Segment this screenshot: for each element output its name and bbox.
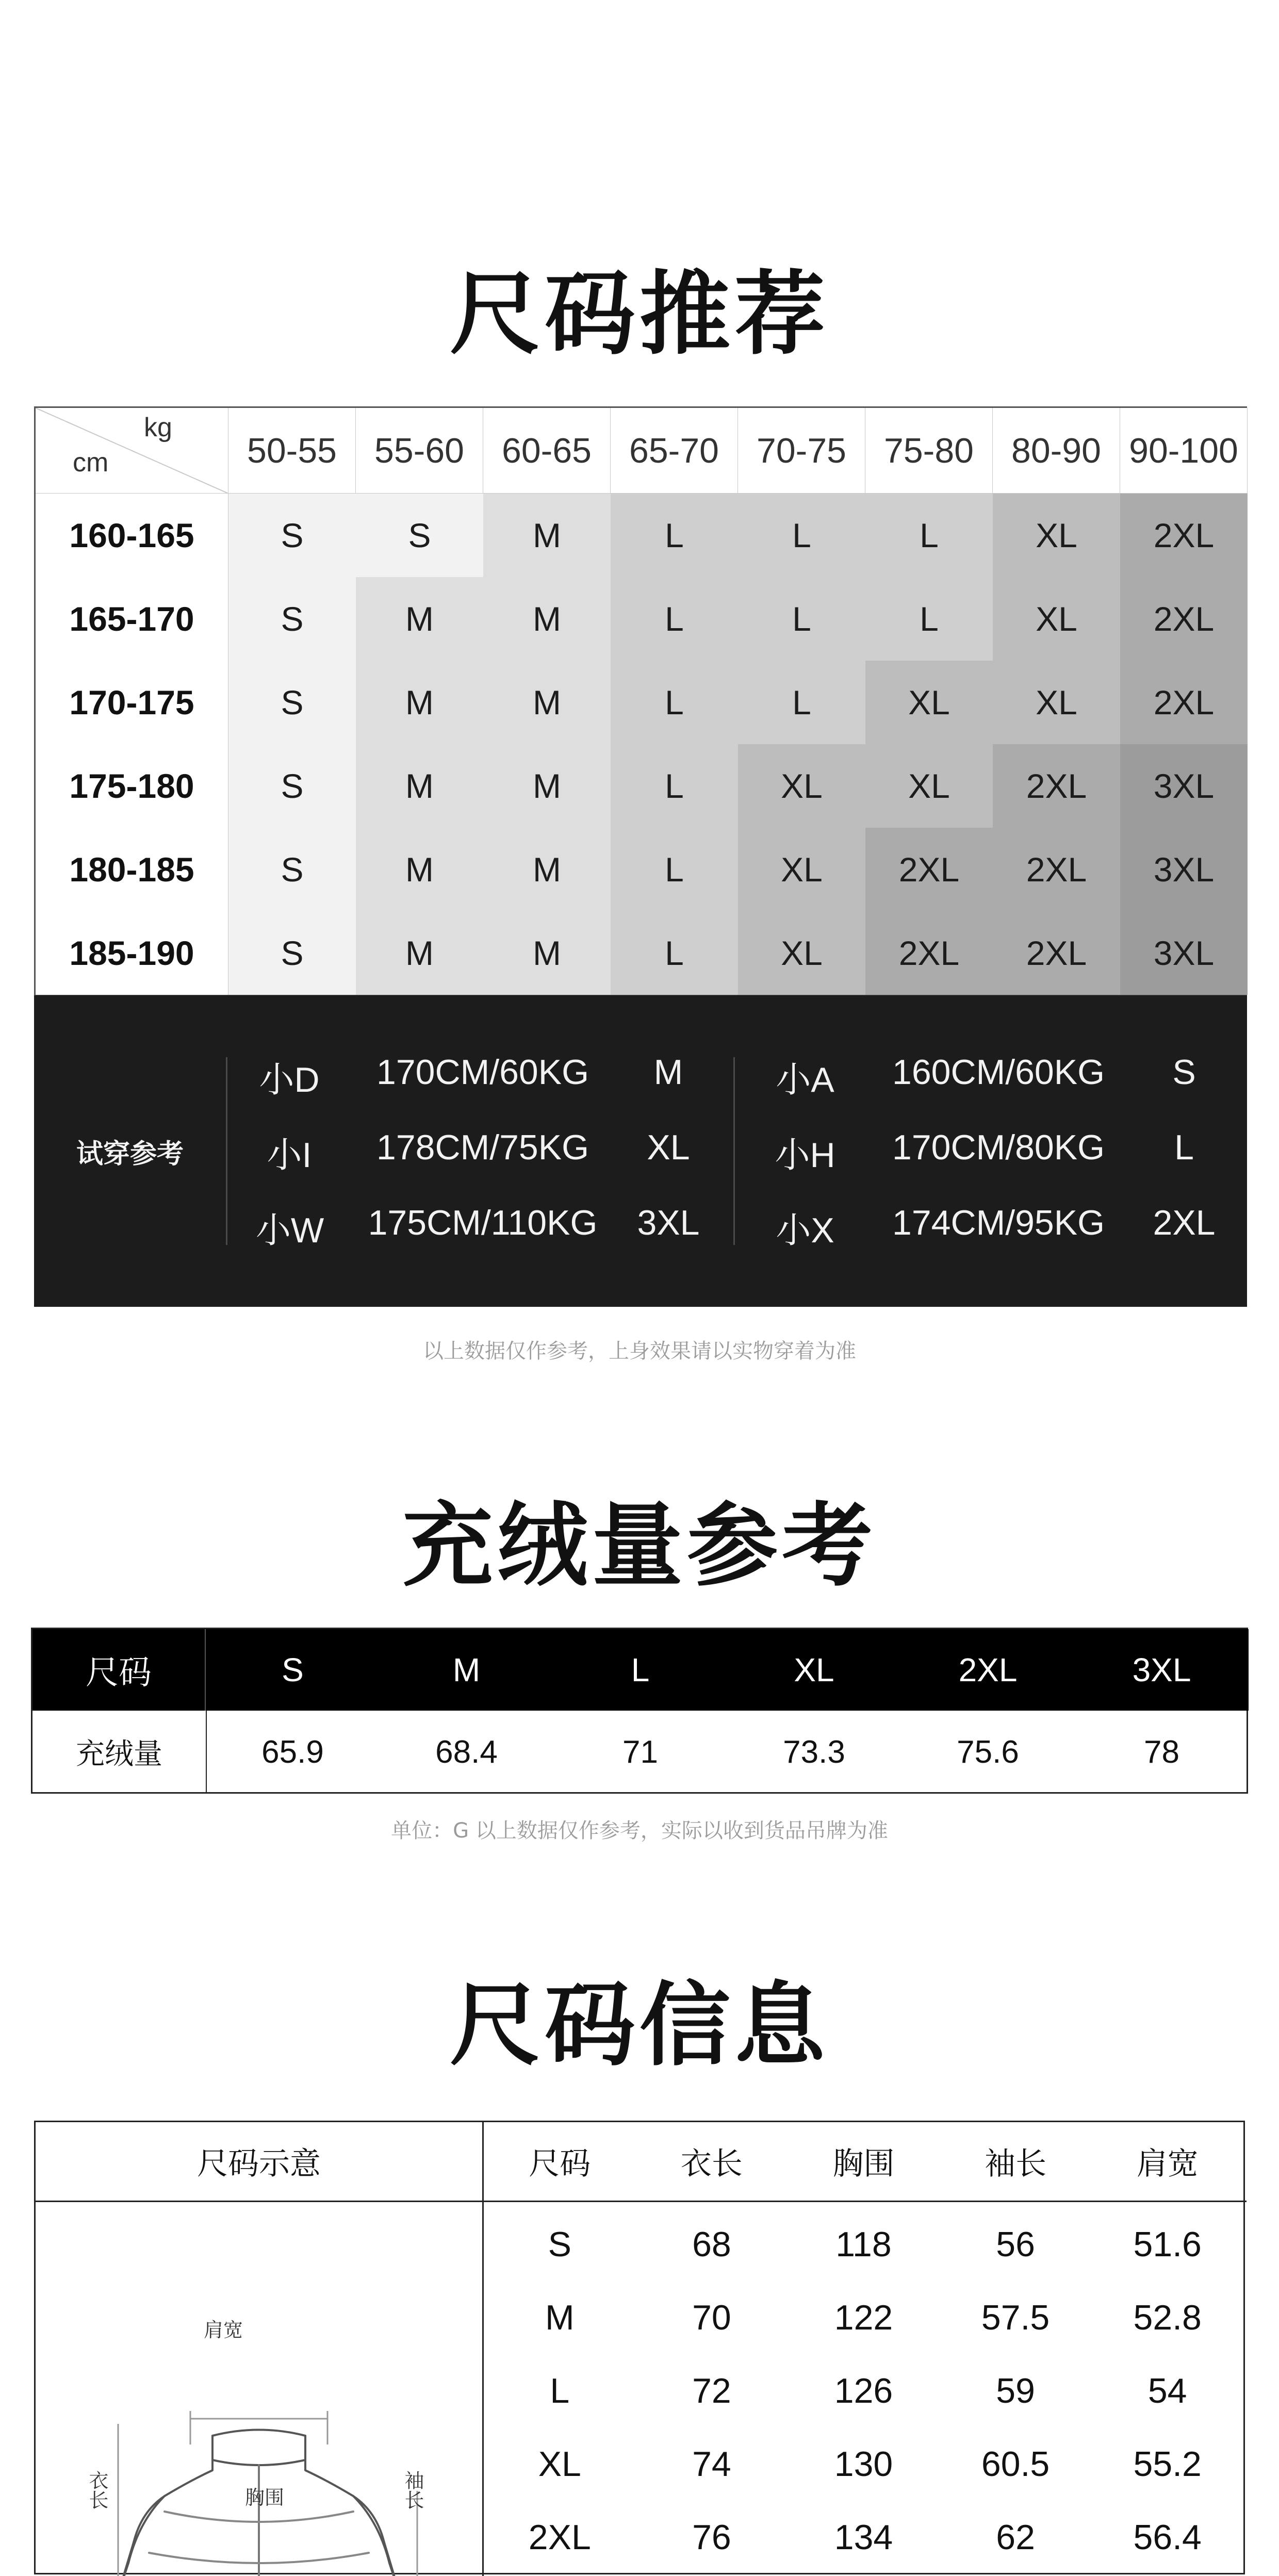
height-label-cell: 185-190	[36, 911, 228, 995]
size-cell: M	[356, 661, 483, 744]
size-info-grid	[484, 2122, 1243, 2576]
size-recommendation-note: 以上数据仅作参考，上身效果请以实物穿着为准	[423, 1339, 856, 1363]
size-cell: M	[483, 828, 611, 911]
size-cell: L	[611, 494, 738, 577]
size-cell: L	[611, 661, 738, 744]
size-info-cell: 62	[996, 2518, 1035, 2557]
size-info-cell: 57.5	[981, 2298, 1050, 2337]
height-label-cell: 170-175	[36, 661, 228, 744]
size-info-cell: 60.5	[981, 2444, 1050, 2484]
size-cell: 2XL	[865, 911, 993, 995]
size-cell: M	[356, 828, 483, 911]
size-info-title: 尺码信息	[449, 1973, 829, 2078]
size-info-cell: L	[550, 2371, 570, 2410]
size-cell: M	[356, 577, 483, 661]
fill-value-cell: 65.9	[261, 1734, 324, 1770]
size-cell: S	[228, 661, 356, 744]
size-cell: M	[483, 744, 611, 828]
fill-value-cell: 73.3	[783, 1734, 845, 1770]
fit-person-measure: 170CM/80KG	[892, 1128, 1105, 1167]
fill-size-header: L	[553, 1629, 727, 1711]
size-info-cell: 56.4	[1133, 2518, 1202, 2557]
size-info-cell: 122	[834, 2298, 893, 2337]
size-cell: 3XL	[1120, 828, 1248, 911]
size-cell: L	[738, 661, 865, 744]
height-label-cell: 160-165	[36, 494, 228, 577]
fit-reference-label: 试穿参考	[76, 1138, 184, 1170]
size-info-cell: 134	[834, 2518, 893, 2557]
fill-value-cell: 71	[622, 1734, 658, 1770]
fit-person-name: 小I	[267, 1136, 312, 1175]
fit-person-measure: 160CM/60KG	[892, 1053, 1105, 1092]
fill-size-header: S	[206, 1629, 380, 1711]
fill-size-header: XL	[727, 1629, 901, 1711]
fit-person-measure: 170CM/60KG	[376, 1053, 589, 1092]
size-info-cell: 70	[692, 2298, 731, 2337]
size-info-cell: 54	[1147, 2371, 1187, 2410]
size-info-cell: 59	[996, 2371, 1035, 2410]
weight-header-cell: 75-80	[865, 408, 993, 494]
fit-person-measure: 174CM/95KG	[892, 1203, 1105, 1242]
weight-header-cell: 50-55	[228, 408, 356, 494]
size-cell: 3XL	[1120, 744, 1248, 828]
height-label-cell: 180-185	[36, 828, 228, 911]
chest-label: 胸围	[245, 2486, 285, 2509]
shoulder-label: 肩宽	[203, 2319, 243, 2341]
fit-person-size: S	[1172, 1053, 1196, 1092]
size-info-cell: 118	[835, 2225, 892, 2264]
size-info-cell: 52.8	[1133, 2298, 1202, 2337]
size-info-cell: 68	[692, 2225, 731, 2264]
height-label-cell: 165-170	[36, 577, 228, 661]
fit-person-size: L	[1174, 1128, 1194, 1167]
fill-value-cell: 68.4	[435, 1734, 498, 1770]
weight-unit-label: kg	[144, 413, 172, 442]
size-cell: L	[611, 828, 738, 911]
down-fill-title: 充绒量参考	[402, 1493, 877, 1599]
size-info-cell: 76	[692, 2518, 731, 2557]
size-cell: XL	[738, 744, 865, 828]
size-info-cell: 126	[834, 2371, 893, 2410]
length-label: 衣长	[86, 2470, 108, 2509]
size-cell: M	[483, 911, 611, 995]
height-label-cell: 175-180	[36, 744, 228, 828]
height-unit-label: cm	[73, 448, 109, 478]
size-info-cell: S	[548, 2225, 571, 2264]
size-cell: XL	[993, 577, 1120, 661]
size-cell: XL	[865, 744, 993, 828]
size-cell: L	[611, 577, 738, 661]
fit-person-name: 小H	[775, 1136, 835, 1175]
size-info-cell: XL	[538, 2444, 581, 2484]
fill-size-header: 3XL	[1075, 1629, 1249, 1711]
fit-person-size: 3XL	[637, 1203, 700, 1242]
size-cell: XL	[865, 661, 993, 744]
size-cell: S	[228, 828, 356, 911]
fit-person-measure: 178CM/75KG	[376, 1128, 589, 1167]
size-cell: S	[228, 911, 356, 995]
size-info-column-header: 胸围	[832, 2146, 895, 2182]
size-cell: 2XL	[1120, 661, 1248, 744]
weight-header-cell: 55-60	[356, 408, 483, 494]
size-cell: M	[356, 744, 483, 828]
fit-person-name: 小A	[776, 1060, 834, 1100]
size-recommendation-title: 尺码推荐	[449, 261, 829, 367]
weight-header-cell: 90-100	[1120, 408, 1248, 494]
size-cell: S	[356, 494, 483, 577]
fit-person-name: 小X	[776, 1211, 834, 1250]
size-info-cell: 2XL	[528, 2518, 591, 2557]
fill-value-cell: 75.6	[957, 1734, 1019, 1770]
fill-header-label: 尺码	[32, 1629, 206, 1711]
fit-person-size: 2XL	[1153, 1203, 1216, 1242]
corner-cell	[36, 408, 228, 494]
fit-reference-rows	[34, 995, 1247, 1307]
fit-person-size: XL	[647, 1128, 690, 1167]
size-cell: L	[738, 494, 865, 577]
size-cell: L	[738, 577, 865, 661]
fit-person-size: M	[653, 1053, 683, 1092]
size-cell: 2XL	[993, 828, 1120, 911]
fit-person-name: 小D	[259, 1060, 320, 1100]
size-cell: S	[228, 744, 356, 828]
size-info-column-header: 肩宽	[1136, 2146, 1199, 2182]
down-fill-note: 单位：G 以上数据仅作参考，实际以收到货品吊牌为准	[391, 1819, 888, 1843]
fill-value-cell: 78	[1144, 1734, 1179, 1770]
fit-person-name: 小W	[256, 1211, 324, 1250]
size-info-column-header: 衣长	[680, 2146, 743, 2182]
fill-row-label: 充绒量	[76, 1737, 162, 1771]
size-cell: L	[611, 911, 738, 995]
weight-header-cell: 60-65	[483, 408, 611, 494]
size-cell: M	[356, 911, 483, 995]
weight-header-cell: 70-75	[738, 408, 865, 494]
down-fill-table	[31, 1628, 1248, 1794]
size-cell: 2XL	[865, 828, 993, 911]
size-cell: L	[611, 744, 738, 828]
size-info-table	[34, 2121, 1245, 2574]
size-info-cell: 130	[834, 2444, 893, 2484]
size-info-cell: 56	[996, 2225, 1035, 2264]
fill-size-header: 2XL	[901, 1629, 1075, 1711]
size-info-column-header: 袖长	[985, 2146, 1047, 2182]
size-cell: S	[228, 494, 356, 577]
size-recommendation-table	[34, 406, 1247, 995]
size-info-cell: M	[545, 2298, 575, 2337]
size-cell: M	[483, 494, 611, 577]
weight-header-cell: 80-90	[993, 408, 1120, 494]
size-info-cell: 74	[692, 2444, 731, 2484]
size-cell: XL	[993, 661, 1120, 744]
fill-size-header: M	[380, 1629, 553, 1711]
size-cell: XL	[738, 911, 865, 995]
size-diagram-header: 尺码示意	[197, 2146, 321, 2182]
size-cell: 2XL	[1120, 577, 1248, 661]
size-cell: L	[865, 494, 993, 577]
size-info-cell: 72	[692, 2371, 731, 2410]
size-info-cell: 55.2	[1133, 2444, 1202, 2484]
fit-person-measure: 175CM/110KG	[368, 1203, 598, 1242]
size-cell: 3XL	[1120, 911, 1248, 995]
size-cell: 2XL	[993, 744, 1120, 828]
size-cell: 2XL	[993, 911, 1120, 995]
size-info-column-header: 尺码	[529, 2146, 591, 2182]
size-cell: M	[483, 661, 611, 744]
size-cell: M	[483, 577, 611, 661]
size-cell: L	[865, 577, 993, 661]
size-cell: XL	[738, 828, 865, 911]
fit-reference-panel	[34, 995, 1247, 1307]
jacket-measurement-diagram	[36, 2202, 482, 2576]
size-cell: S	[228, 577, 356, 661]
size-cell: 2XL	[1120, 494, 1248, 577]
weight-header-cell: 65-70	[611, 408, 738, 494]
size-info-cell: 51.6	[1133, 2225, 1202, 2264]
size-cell: XL	[993, 494, 1120, 577]
sleeve-label: 袖长	[401, 2470, 424, 2509]
